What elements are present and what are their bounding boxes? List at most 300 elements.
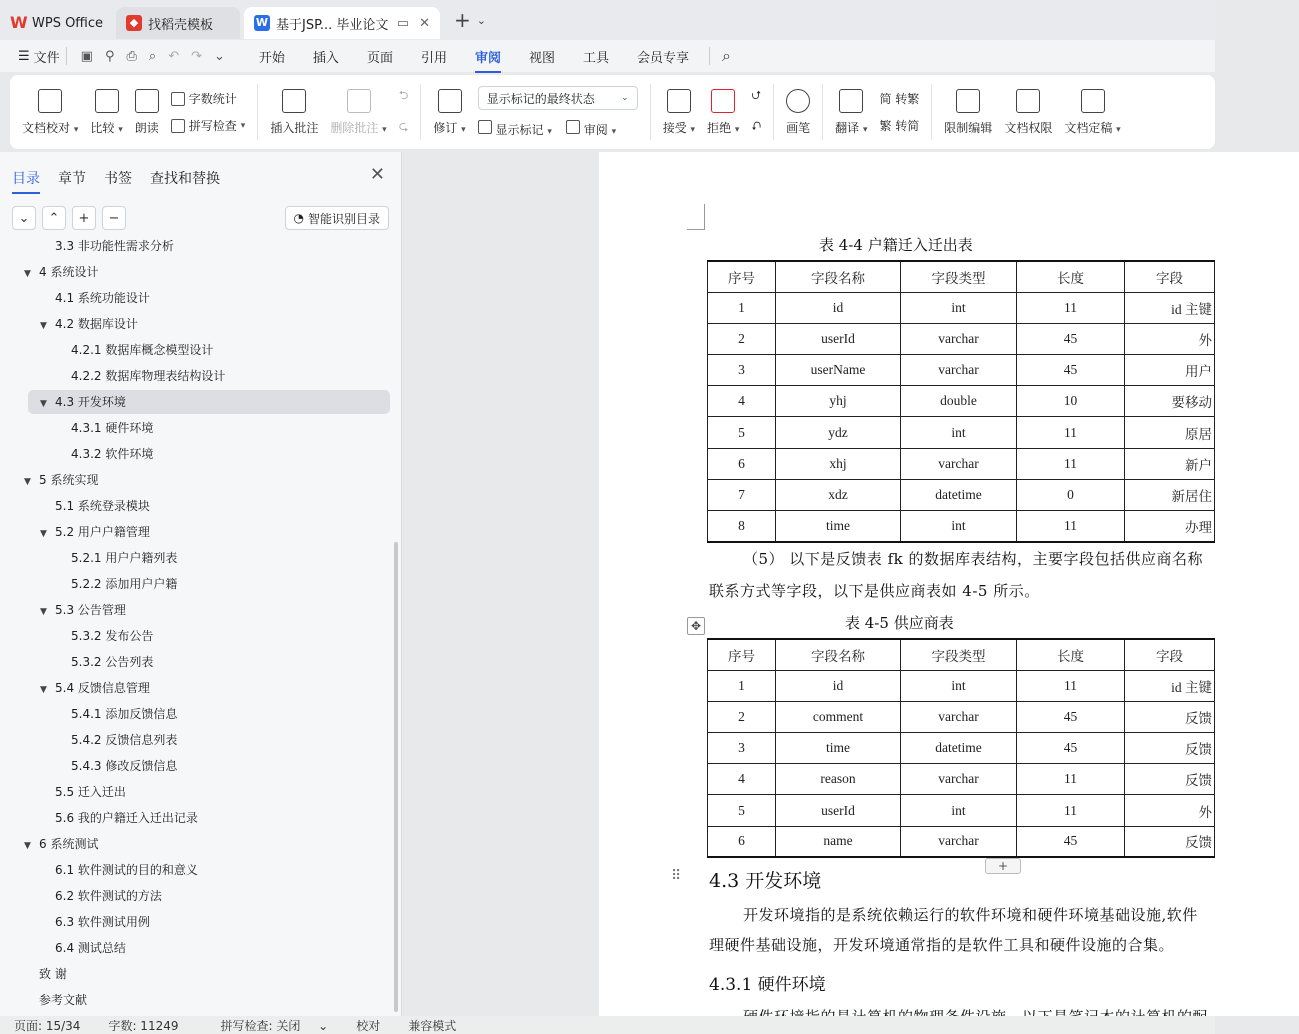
menu-tools[interactable]: 工具 — [583, 50, 610, 66]
scrollbar[interactable] — [394, 542, 398, 1012]
heading-4-3-1: 4.3.1 硬件环境 — [709, 975, 826, 995]
toc-item-label: 4 系统设计 — [39, 265, 99, 279]
tab-label: WPS Office — [32, 15, 104, 31]
document-area — [403, 152, 1215, 1016]
toc-item[interactable] — [56, 728, 177, 752]
accept-icon — [667, 89, 691, 113]
toc-item-label: 5.2 用户户籍管理 — [55, 525, 150, 539]
reject-icon — [711, 89, 735, 113]
table-cell: 11 — [1017, 292, 1125, 323]
table-header-cell: 字段 — [1125, 639, 1215, 670]
table-cell: userName — [776, 355, 901, 386]
restrict-edit-button[interactable] — [938, 80, 998, 144]
toc-item-label: 5.4.2 反馈信息列表 — [71, 733, 178, 747]
toc-item-label: 6 系统测试 — [39, 837, 99, 851]
table-cell: ydz — [776, 417, 901, 448]
spell-check-status-label: 拼写检查: 关闭 — [220, 1018, 301, 1033]
tab-label: 基于JSP... 毕业论文 — [276, 17, 389, 33]
toc-item-label: 6.2 软件测试的方法 — [55, 889, 162, 903]
navigation-pane — [0, 152, 402, 1016]
table-header-cell: 字段 — [1125, 261, 1215, 292]
prev-change-icon[interactable]: ⮍ — [751, 88, 762, 102]
table-cell: 11 — [1017, 795, 1125, 826]
smart-toc-label: 智能识别目录 — [307, 211, 380, 226]
toc-item-label: 4.2.1 数据库概念模型设计 — [71, 343, 214, 357]
table-row — [708, 826, 1215, 857]
expand-arrow-icon[interactable]: ▼ — [24, 841, 31, 851]
add-row-button[interactable]: + — [985, 858, 1021, 874]
menu-review[interactable]: 审阅 — [461, 47, 515, 66]
collapse-down-icon[interactable]: ⌄ — [12, 206, 36, 230]
toc-item[interactable] — [40, 234, 174, 258]
toc-item[interactable] — [56, 624, 153, 648]
delete-comment-label: 删除批注 — [330, 120, 379, 135]
toc-item[interactable] — [40, 910, 150, 934]
table-cell: 11 — [1017, 448, 1125, 479]
file-menu[interactable] — [0, 47, 60, 66]
prev-comment-icon[interactable]: ⮌ — [398, 88, 409, 102]
doc-permission-icon — [1016, 89, 1040, 113]
toc-item[interactable] — [40, 884, 162, 908]
table-cell: int — [901, 795, 1017, 826]
toc-item-label: 5.1 系统登录模块 — [55, 499, 150, 513]
toc-item[interactable] — [56, 572, 177, 596]
divider — [931, 84, 932, 140]
compare-icon — [95, 89, 119, 113]
table-cell: varchar — [901, 355, 1017, 386]
new-tab-icon[interactable]: + — [454, 8, 471, 32]
status-bar — [0, 1016, 1215, 1034]
pen-icon — [786, 89, 810, 113]
toc-item[interactable] — [40, 598, 126, 622]
word-count-label: 字数统计 — [188, 92, 237, 106]
table-cell: varchar — [901, 826, 1017, 857]
to-simplified-button[interactable]: 繁 转简 — [879, 119, 920, 133]
toc-item[interactable] — [24, 832, 98, 856]
redo-icon[interactable]: ↷ — [191, 48, 202, 64]
finalize-icon — [1081, 89, 1105, 113]
table-caption: 表 4-4 户籍迁入迁出表 — [819, 236, 973, 254]
table-cell: 7 — [708, 479, 776, 510]
table-cell: 反馈 — [1125, 701, 1215, 732]
translate-label: 翻译 — [835, 120, 860, 135]
reject-button[interactable]: 拒绝 ▾ — [701, 80, 745, 144]
menu-bar — [0, 40, 1215, 72]
table-cell: varchar — [901, 764, 1017, 795]
toc-item[interactable] — [40, 858, 198, 882]
table-cell: id — [776, 670, 901, 701]
table-cell: 4 — [708, 764, 776, 795]
table-cell: 反馈 — [1125, 826, 1215, 857]
toc-item-label: 4.3.2 软件环境 — [71, 447, 154, 461]
toc-item-label: 6.4 测试总结 — [55, 941, 126, 955]
writer-doc-icon: W — [255, 16, 269, 29]
table-cell: double — [901, 386, 1017, 417]
table-cell: yhj — [776, 386, 901, 417]
drag-handle-icon[interactable]: ⠿ — [671, 868, 682, 884]
menu-page[interactable]: 页面 — [366, 50, 393, 66]
expand-arrow-icon[interactable]: ▼ — [40, 607, 47, 617]
toc-item-label: 5.2.2 添加用户户籍 — [71, 577, 178, 591]
table-cell: 2 — [708, 323, 776, 354]
read-aloud-icon — [135, 89, 159, 113]
table-row — [708, 323, 1215, 354]
expand-arrow-icon[interactable]: ▼ — [24, 269, 31, 279]
table-cell: 11 — [1017, 764, 1125, 795]
table-header-row — [708, 261, 1215, 292]
table-cell: 5 — [708, 417, 776, 448]
toc-item[interactable] — [56, 546, 177, 570]
toc-item-label: 5.3.2 发布公告 — [71, 629, 154, 643]
toc-item-label: 4.3 开发环境 — [55, 395, 126, 409]
table-cell: id — [776, 292, 901, 323]
table-cell: 1 — [708, 292, 776, 323]
toc-item[interactable] — [56, 338, 213, 362]
print-preview-icon[interactable]: ⌕ — [148, 48, 157, 64]
expand-arrow-icon[interactable]: ▼ — [40, 685, 47, 695]
toc-item-label: 5.3 公告管理 — [55, 603, 126, 617]
table-cell: 外 — [1125, 795, 1215, 826]
toc-item-label: 5.4.1 添加反馈信息 — [71, 707, 178, 721]
table-cell: 3 — [708, 733, 776, 764]
table-cell: 反馈 — [1125, 764, 1215, 795]
window-icon[interactable]: ▭ — [396, 15, 410, 31]
heading-4-3: 4.3 开发环境 — [709, 870, 822, 892]
table-cell: name — [776, 826, 901, 857]
doc-permission-button[interactable] — [998, 80, 1058, 144]
table-cell: 6 — [708, 826, 776, 857]
review-pane-icon — [566, 120, 580, 134]
word-count-button[interactable] — [171, 90, 246, 107]
menu-reference[interactable]: 引用 — [420, 50, 447, 66]
table-cell: 45 — [1017, 323, 1125, 354]
table-header-cell: 序号 — [708, 639, 776, 670]
toc-item-label: 6.3 软件测试用例 — [55, 915, 150, 929]
nav-tab-chapters[interactable]: 章节 — [58, 171, 86, 187]
review-pane-button[interactable]: 审阅 ▾ — [566, 120, 616, 138]
data-table — [707, 260, 1215, 543]
compare-label: 比较 — [90, 120, 115, 135]
table-cell: 10 — [1017, 386, 1125, 417]
toc-item[interactable] — [40, 780, 126, 804]
revise-label: 修订 — [433, 120, 458, 135]
table-row — [708, 417, 1215, 448]
toc-item-label: 4.2 数据库设计 — [55, 317, 138, 331]
table-cell: 3 — [708, 355, 776, 386]
nav-tab-toc[interactable]: 目录 — [12, 168, 40, 188]
chevron-down-icon: ⌄ — [621, 93, 629, 103]
toc-item[interactable] — [40, 676, 150, 700]
toc-list — [0, 240, 392, 1016]
table-cell: 新居住 — [1125, 479, 1215, 510]
collapse-up-icon[interactable]: ⌃ — [42, 206, 66, 230]
undo-icon[interactable]: ↶ — [168, 48, 180, 64]
compare-button[interactable]: 比较 ▾ — [84, 80, 128, 144]
table-cell: datetime — [901, 479, 1017, 510]
show-markup-icon — [478, 120, 492, 134]
delete-comment-button[interactable]: 删除批注 ▾ — [324, 80, 392, 144]
doc-proof-icon — [38, 89, 62, 113]
menu-insert[interactable]: 插入 — [312, 50, 339, 66]
translate-button[interactable]: 翻译 ▾ — [829, 80, 873, 144]
word-count[interactable]: 字数: 11249 — [108, 1018, 179, 1033]
pen-label: 画笔 — [786, 120, 811, 135]
table-header-cell: 长度 — [1017, 639, 1125, 670]
next-comment-icon[interactable]: ⮎ — [398, 119, 409, 133]
table-cell: xdz — [776, 479, 901, 510]
next-change-icon[interactable]: ⮏ — [751, 119, 762, 133]
table-cell: comment — [776, 701, 901, 732]
nav-tab-bookmarks[interactable]: 书签 — [104, 171, 132, 187]
expand-arrow-icon[interactable]: ▼ — [40, 321, 47, 331]
paragraph-line: 开发环境指的是系统依赖运行的软件环境和硬件环境基础设施,软件 — [743, 906, 1198, 924]
tab-template[interactable] — [116, 7, 240, 39]
table-header-cell: 字段类型 — [901, 261, 1017, 292]
table-header-cell: 字段名称 — [776, 261, 901, 292]
toc-item[interactable] — [56, 754, 177, 778]
margin-corner-mark — [687, 204, 705, 230]
toc-item[interactable] — [28, 390, 390, 414]
page-indicator[interactable]: 页面: 15/34 — [14, 1018, 81, 1033]
read-aloud-button[interactable] — [129, 80, 165, 144]
table-cell: 原居 — [1125, 417, 1215, 448]
wps-logo-icon: W — [10, 13, 28, 32]
table-cell: 45 — [1017, 733, 1125, 764]
table-cell: int — [901, 292, 1017, 323]
toc-item-label: 5.4 反馈信息管理 — [55, 681, 150, 695]
paragraph-line: （5） 以下是反馈表 fk 的数据库表结构，主要字段包括供应商名称 — [743, 550, 1203, 568]
table-cell: 6 — [708, 448, 776, 479]
tab-label: 找稻壳模板 — [148, 17, 214, 33]
table-cell: varchar — [901, 701, 1017, 732]
table-row — [708, 795, 1215, 826]
table-row — [708, 355, 1215, 386]
spell-check-button[interactable]: 拼写检查 ▾ — [171, 117, 246, 134]
paragraph-line: 联系方式等字段，以下是供应商表如 4-5 所示。 — [709, 582, 1040, 600]
toc-item[interactable] — [56, 364, 225, 388]
expand-arrow-icon[interactable]: ▼ — [40, 399, 47, 409]
finalize-label: 文档定稿 — [1064, 120, 1113, 135]
spell-check-label: 拼写检查 — [188, 119, 237, 133]
table-cell: 11 — [1017, 417, 1125, 448]
spell-check-icon — [171, 119, 185, 133]
divider — [650, 84, 651, 140]
markup-state-select[interactable] — [478, 86, 638, 110]
tab-wps-office[interactable] — [0, 7, 110, 39]
title-bar — [0, 0, 1215, 40]
toc-item[interactable] — [56, 650, 153, 674]
doc-proof-label: 文档校对 — [22, 120, 71, 135]
table-cell: 2 — [708, 701, 776, 732]
menu-view[interactable]: 视图 — [528, 50, 555, 66]
table-cell: 用户 — [1125, 355, 1215, 386]
share-icon[interactable]: ⚲ — [104, 48, 115, 64]
file-menu-label: 文件 — [33, 50, 60, 66]
table-row — [708, 292, 1215, 323]
insert-comment-label: 插入批注 — [270, 120, 319, 135]
restrict-edit-icon — [956, 89, 980, 113]
table-cell: 新户 — [1125, 448, 1215, 479]
restrict-edit-label: 限制编辑 — [944, 120, 993, 135]
table-header-row — [708, 639, 1215, 670]
table-row — [708, 701, 1215, 732]
search-icon[interactable]: ⌕ — [722, 46, 731, 65]
table-cell: 45 — [1017, 355, 1125, 386]
divider — [420, 84, 421, 140]
table-cell: reason — [776, 764, 901, 795]
toc-item[interactable] — [40, 312, 138, 336]
document-page — [599, 152, 1299, 1016]
table-cell: 11 — [1017, 511, 1125, 542]
table-row — [708, 386, 1215, 417]
toc-item-label: 5.4.3 修改反馈信息 — [71, 759, 178, 773]
table-cell: userId — [776, 323, 901, 354]
toc-item[interactable] — [40, 286, 150, 310]
markup-state-value: 显示标记的最终状态 — [486, 91, 595, 106]
delete-comment-icon — [347, 89, 371, 113]
table-cell: 要移动 — [1125, 386, 1215, 417]
table-header-cell: 字段类型 — [901, 639, 1017, 670]
table-caption: 表 4-5 供应商表 — [845, 614, 954, 632]
menu-start[interactable]: 开始 — [258, 50, 285, 66]
chevron-down-icon[interactable]: ⌄ — [214, 48, 225, 64]
nav-tab-find-replace[interactable]: 查找和替换 — [150, 171, 220, 187]
table-header-cell: 长度 — [1017, 261, 1125, 292]
table-cell: datetime — [901, 733, 1017, 764]
table-cell: 办理 — [1125, 511, 1215, 542]
table-row — [708, 479, 1215, 510]
table-cell: 0 — [1017, 479, 1125, 510]
toc-item-label: 5.3.2 公告列表 — [71, 655, 154, 669]
toc-item[interactable] — [24, 468, 98, 492]
word-count-icon — [171, 92, 185, 106]
show-markup-button[interactable]: 显示标记 ▾ — [478, 120, 552, 138]
table-cell: int — [901, 511, 1017, 542]
doc-proof-button[interactable]: 文档校对 ▾ — [16, 80, 84, 144]
revise-button[interactable]: 修订 ▾ — [427, 80, 471, 144]
toc-item[interactable] — [40, 494, 150, 518]
table-cell: 外 — [1125, 323, 1215, 354]
table-cell: time — [776, 511, 901, 542]
table-cell: id 主键 — [1125, 670, 1215, 701]
table-cell: 4 — [708, 386, 776, 417]
toc-item-label: 5 系统实现 — [39, 473, 99, 487]
daoke-logo-icon: ◆ — [126, 15, 142, 31]
chevron-down-icon[interactable]: ⌄ — [476, 13, 486, 27]
table-cell: int — [901, 417, 1017, 448]
toc-item[interactable] — [40, 806, 198, 830]
toc-item[interactable] — [24, 962, 67, 986]
finalize-button[interactable]: 文档定稿 ▾ — [1058, 80, 1126, 144]
to-traditional-button[interactable]: 简 转繁 — [879, 92, 920, 106]
pen-button[interactable] — [780, 80, 816, 144]
remove-heading-icon[interactable]: − — [102, 206, 126, 230]
close-icon[interactable]: ✕ — [369, 164, 385, 185]
toc-item-label: 5.6 我的户籍迁入迁出记录 — [55, 811, 198, 825]
toc-item[interactable] — [24, 260, 98, 284]
toc-item-label: 4.3.1 硬件环境 — [71, 421, 154, 435]
expand-arrow-icon[interactable]: ▼ — [24, 477, 31, 487]
table-cell: 45 — [1017, 701, 1125, 732]
save-icon[interactable]: ▣ — [80, 48, 93, 64]
toc-item[interactable] — [56, 702, 177, 726]
print-icon[interactable]: ⎙ — [126, 48, 137, 64]
proof-status[interactable]: 校对 — [356, 1018, 381, 1033]
accept-button[interactable]: 接受 ▾ — [657, 80, 701, 144]
move-table-icon[interactable]: ✥ — [687, 617, 705, 635]
insert-comment-button[interactable] — [264, 80, 324, 144]
close-tab-icon[interactable]: ✕ — [419, 15, 430, 31]
tab-document[interactable] — [244, 7, 440, 39]
toc-item[interactable] — [24, 988, 87, 1012]
menu-member[interactable]: 会员专享 — [637, 50, 690, 66]
table-cell: 45 — [1017, 826, 1125, 857]
table-cell: int — [901, 670, 1017, 701]
smart-icon: ◔ — [293, 211, 304, 225]
spell-check-status[interactable]: 拼写检查: 关闭 ⌄ — [193, 1017, 343, 1034]
hamburger-icon: ☰ — [18, 48, 30, 64]
divider — [773, 84, 774, 140]
table-cell: xhj — [776, 448, 901, 479]
toc-item-label: 致 谢 — [39, 967, 67, 981]
doc-permission-label: 文档权限 — [1004, 120, 1053, 135]
table-cell: 11 — [1017, 670, 1125, 701]
table-row — [708, 448, 1215, 479]
table-cell: userId — [776, 795, 901, 826]
accept-label: 接受 — [662, 120, 687, 135]
table-header-cell: 序号 — [708, 261, 776, 292]
toc-item-label: 5.2.1 用户户籍列表 — [71, 551, 178, 565]
translate-icon — [839, 89, 863, 113]
table-cell: varchar — [901, 323, 1017, 354]
read-aloud-label: 朗读 — [134, 120, 159, 135]
toc-item-label: 6.1 软件测试的目的和意义 — [55, 863, 198, 877]
toc-item-label: 3.3 非功能性需求分析 — [55, 239, 174, 253]
toc-item[interactable] — [56, 416, 153, 440]
toc-item-label: 4.1 系统功能设计 — [55, 291, 150, 305]
toc-item-label: 参考文献 — [39, 993, 88, 1007]
review-pane-label: 审阅 — [583, 123, 608, 137]
table-cell: 1 — [708, 670, 776, 701]
divider — [257, 84, 258, 140]
table-cell: varchar — [901, 448, 1017, 479]
divider — [709, 47, 710, 65]
divider — [66, 47, 67, 65]
add-heading-icon[interactable]: + — [72, 206, 96, 230]
toc-item[interactable] — [56, 442, 153, 466]
table-row — [708, 511, 1215, 542]
toc-item-label: 4.2.2 数据库物理表结构设计 — [71, 369, 226, 383]
table-cell: 反馈 — [1125, 733, 1215, 764]
table-row — [708, 670, 1215, 701]
table-cell: 5 — [708, 795, 776, 826]
toc-item[interactable] — [40, 520, 150, 544]
smart-toc-button[interactable] — [285, 206, 390, 230]
table-cell: id 主键 — [1125, 292, 1215, 323]
data-table — [707, 638, 1215, 858]
table-header-cell: 字段名称 — [776, 639, 901, 670]
reject-label: 拒绝 — [707, 120, 732, 135]
divider — [822, 84, 823, 140]
compat-mode: 兼容模式 — [408, 1018, 457, 1033]
insert-comment-icon — [282, 89, 306, 113]
table-row — [708, 733, 1215, 764]
expand-arrow-icon[interactable]: ▼ — [40, 529, 47, 539]
table-cell: 8 — [708, 511, 776, 542]
toc-item[interactable] — [40, 936, 126, 960]
show-markup-label: 显示标记 — [495, 123, 544, 137]
table-row — [708, 764, 1215, 795]
